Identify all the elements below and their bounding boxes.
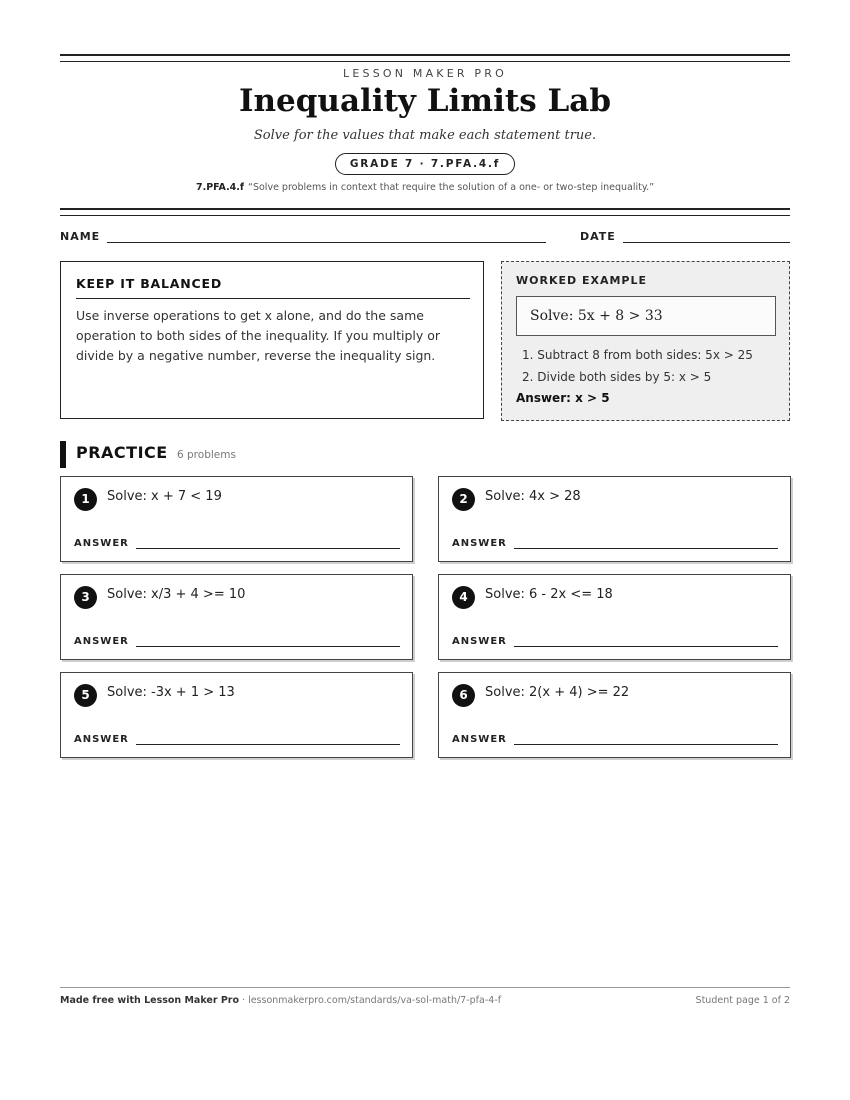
answer-label: ANSWER: [452, 538, 507, 549]
answer-field[interactable]: [514, 646, 778, 647]
practice-title: PRACTICE: [76, 443, 168, 462]
worksheet-page: [60, 0, 790, 1100]
worked-example-heading: WORKED EXAMPLE: [516, 274, 647, 287]
problem-prompt: Solve: -3x + 1 > 13: [107, 685, 235, 700]
problem-number: 4: [452, 586, 475, 609]
worked-example-box: [501, 261, 790, 421]
top-double-rule: [60, 54, 790, 62]
standard-line: [60, 182, 790, 193]
answer-field[interactable]: [514, 744, 778, 745]
keep-balanced-box: [60, 261, 484, 419]
problem-prompt: Solve: 2(x + 4) >= 22: [485, 685, 630, 700]
problem-card-6: [438, 672, 791, 758]
brand-kicker: LESSON MAKER PRO: [343, 67, 507, 80]
keep-balanced-text: Use inverse operations to get x alone, and do the same operation to both sides of the inequality. If you multiply or divide by a negative number, reverse the inequality sign.: [76, 308, 441, 363]
problem-number: 1: [74, 488, 97, 511]
worksheet-subtitle: Solve for the values that make each statement true.: [253, 128, 597, 143]
problem-card-5: [60, 672, 413, 758]
practice-count: 6 problems: [177, 449, 236, 461]
keep-balanced-heading: KEEP IT BALANCED: [76, 276, 222, 291]
problem-card-1: [60, 476, 413, 562]
problem-prompt: Solve: x + 7 < 19: [107, 489, 222, 504]
problem-prompt: Solve: x/3 + 4 >= 10: [107, 587, 246, 602]
worked-example-problem: Solve: 5x + 8 > 33: [516, 296, 776, 336]
worksheet-title: Inequality Limits Lab: [238, 83, 611, 119]
answer-field[interactable]: [136, 646, 400, 647]
problem-prompt: Solve: 6 - 2x <= 18: [485, 587, 613, 602]
problem-prompt: Solve: 4x > 28: [485, 489, 581, 504]
date-label: DATE: [580, 230, 616, 243]
worked-example-answer: Answer: x > 5: [516, 391, 610, 405]
header-bottom-double-rule: [60, 208, 790, 216]
footer-credit: [60, 995, 501, 1006]
answer-label: ANSWER: [74, 538, 129, 549]
footer-page-number: Student page 1 of 2: [695, 995, 790, 1006]
worked-example-steps: [522, 344, 753, 388]
footer-brand: Made free with Lesson Maker Pro: [60, 995, 240, 1006]
grade-badge-wrap: [60, 152, 790, 175]
problem-number: 2: [452, 488, 475, 511]
answer-field[interactable]: [136, 744, 400, 745]
footer-url[interactable]: · lessonmakerpro.com/standards/va-sol-math/7-pfa-4-f: [239, 995, 502, 1006]
problem-card-4: [438, 574, 791, 660]
answer-field[interactable]: [514, 548, 778, 549]
answer-field[interactable]: [136, 548, 400, 549]
worked-example-step: 1. Subtract 8 from both sides: 5x > 25: [522, 348, 753, 362]
answer-label: ANSWER: [452, 734, 507, 745]
problem-card-3: [60, 574, 413, 660]
grade-badge: GRADE 7 · 7.PFA.4.f: [335, 153, 515, 175]
problem-number: 5: [74, 684, 97, 707]
standard-code: 7.PFA.4.f: [195, 182, 245, 193]
answer-label: ANSWER: [452, 636, 507, 647]
problem-number: 3: [74, 586, 97, 609]
name-field[interactable]: [107, 242, 546, 243]
standard-text: “Solve problems in context that require the solution of a one- or two-step inequality.”: [248, 182, 655, 193]
practice-accent-bar: [60, 441, 66, 468]
answer-label: ANSWER: [74, 734, 129, 745]
worked-example-step: 2. Divide both sides by 5: x > 5: [522, 370, 712, 384]
footer-divider: [60, 987, 790, 988]
date-field[interactable]: [623, 242, 790, 243]
name-label: NAME: [60, 230, 101, 243]
answer-label: ANSWER: [74, 636, 129, 647]
problem-number: 6: [452, 684, 475, 707]
problem-card-2: [438, 476, 791, 562]
keep-balanced-divider: [76, 298, 470, 299]
